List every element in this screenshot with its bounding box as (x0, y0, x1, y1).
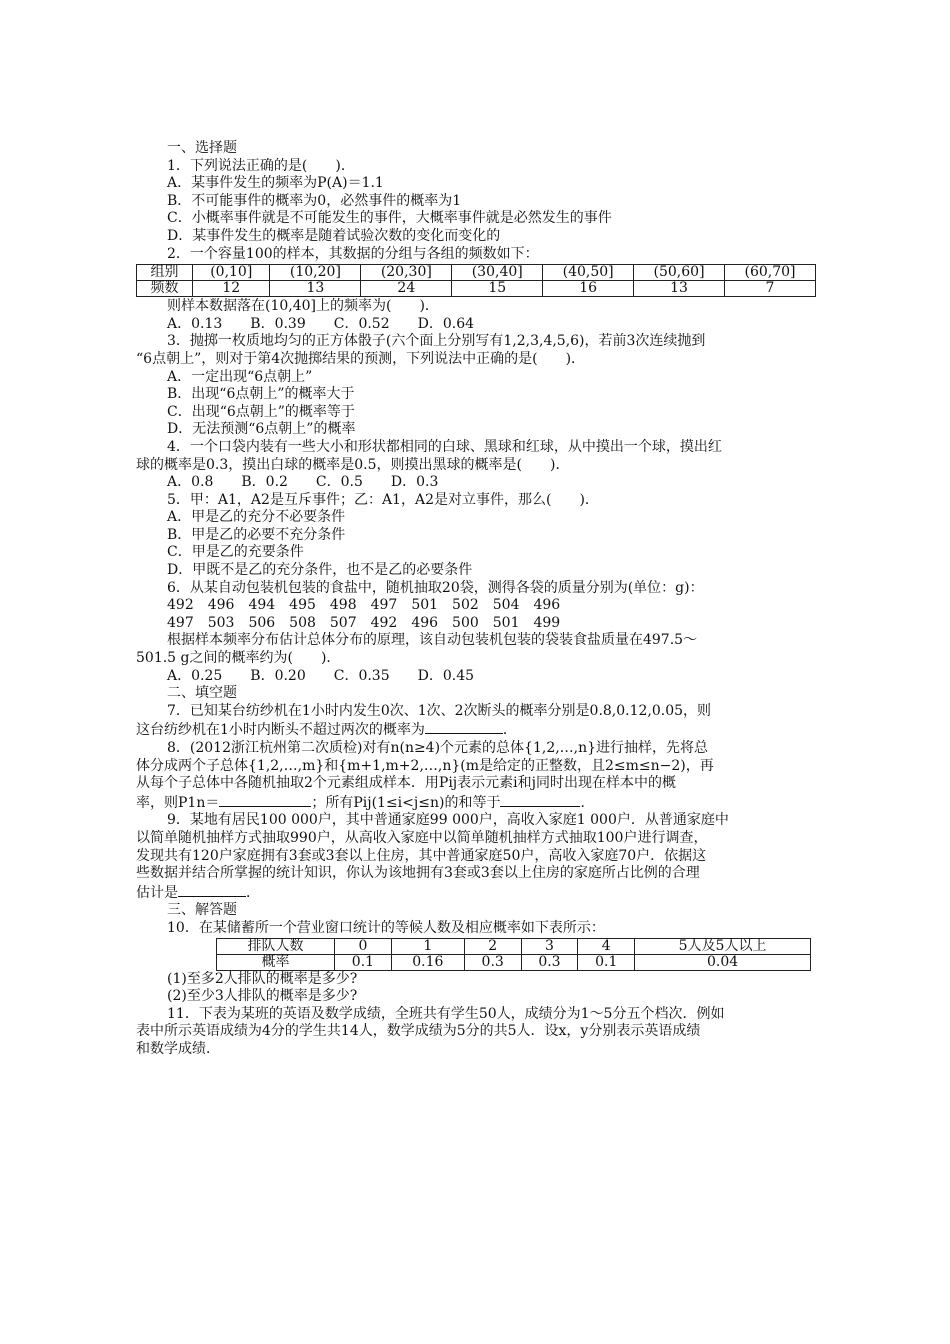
q11-line-2: 表中所示英语成绩为4分的学生共14人，数学成绩为5分的共5人．设x，y分别表示英语成绩 (136, 1023, 701, 1040)
q5-option-d: D．甲既不是乙的充分条件，也不是乙的必要条件 (167, 562, 473, 579)
table-cell: 排队人数 (217, 938, 335, 954)
q1-option-a: A．某事件发生的频率为P(A)＝1.1 (167, 175, 384, 192)
q4-options: A．0.8 B．0.2 C．0.5 D．0.3 (167, 474, 439, 491)
q11-line-3: 和数学成绩． (136, 1040, 220, 1057)
q5-option-a: A．甲是乙的充分不必要条件 (167, 509, 346, 526)
q8-line-3: 从每个子总体中各随机抽取2个元素组成样本．用Pij表示元素i和j同时出现在样本中的概 (136, 775, 676, 792)
table-cell: 12 (193, 281, 270, 297)
q5-stem: 5．甲：A1，A2是互斥事件；乙：A1，A2是对立事件，那么( )． (167, 491, 599, 508)
table-cell: (50,60] (634, 265, 725, 281)
table-cell: 5人及5人以上 (635, 938, 811, 954)
table-cell: 频数 (137, 281, 193, 297)
table-cell: (0,10] (193, 265, 270, 281)
q7-text: 这台纺纱机在1小时内断头不超过两次的概率为 (136, 722, 425, 739)
table-cell: 13 (270, 281, 361, 297)
table-cell: 24 (361, 281, 452, 297)
table-cell: 16 (543, 281, 634, 297)
q1-option-b: B．不可能事件的概率为0，必然事件的概率为1 (167, 192, 462, 209)
q3-option-c: C．出现“6点朝上”的概率等于 (167, 403, 355, 420)
q9-line-2: 以简单随机抽样方式抽取990户，从高收入家庭中以简单随机抽样方式抽取100户进行调查， (136, 829, 708, 846)
q9-line-1: 9．某地有居民100 000户，其中普通家庭99 000户，高收入家庭1 000户．从普通家庭中 (167, 812, 729, 829)
table-cell: 0.3 (521, 954, 578, 970)
q2-options: A．0.13 B．0.39 C．0.52 D．0.64 (167, 315, 475, 332)
q9-line-3: 发现共有120户家庭拥有3套或3套以上住房，其中普通家庭50户，高收入家庭70户．依据这 (136, 847, 707, 864)
table-cell: 概率 (217, 954, 335, 970)
table-row (217, 954, 811, 970)
q8-line-2: 体分成两个子总体{1,2,…,m}和{m+1,m+2,…,n}(m是给定的正整数，且2≤m≤n−2)，再 (136, 757, 714, 774)
q9-line-5 (136, 883, 816, 903)
q10-queue-table (216, 938, 811, 971)
q10-stem: 10．在某储蓄所一个营业窗口统计的等候人数及相应概率如下表所示： (167, 919, 605, 936)
q2-frequency-table (136, 264, 816, 297)
table-cell: (60,70] (725, 265, 816, 281)
table-cell: 组别 (137, 265, 193, 281)
q6-line-4: 501.5 g之间的概率约为( )． (136, 650, 341, 667)
q1-option-d: D．某事件发生的概率是随着试验次数的变化而变化的 (167, 227, 501, 244)
q10-subquestion-1: (1)至多2人排队的概率是多少? (167, 970, 358, 987)
q4-line-1: 4．一个口袋内装有一些大小和形状都相同的白球、黑球和红球，从中摸出一个球，摸出红 (167, 438, 722, 455)
table-row (217, 938, 811, 954)
q6-line-3: 根据样本频率分布估计总体分布的原理，该自动包装机包装的袋装食盐质量在497.5～ (167, 632, 698, 649)
q9-line-4: 些数据并结合所掌握的统计知识，你认为该地拥有3套或3套以上住房的家庭所占比例的合理 (136, 865, 700, 882)
q6-stem: 6．从某自动包装机包装的食盐中，随机抽取20袋，测得各袋的质量分别为(单位：g)： (167, 579, 704, 596)
q7-tail: ． (502, 722, 517, 739)
table-cell: 0 (335, 938, 392, 954)
q5-option-b: B．甲是乙的必要不充分条件 (167, 526, 346, 543)
answer-blank[interactable] (178, 883, 246, 897)
q3-line-1: 3．抛掷一枚质地均匀的正方体骰子(六个面上分别写有1,2,3,4,5,6)，若前3次连续抛到 (167, 333, 706, 350)
q6-data-row-1: 492 496 494 495 498 497 501 502 504 496 (167, 597, 561, 614)
worksheet (136, 140, 816, 1059)
table-cell: 13 (634, 281, 725, 297)
q8-line-4 (136, 793, 816, 813)
q9-tail: ． (246, 884, 260, 901)
q3-line-2: “6点朝上”，则对于第4次抛掷结果的预测，下列说法中正确的是( )． (136, 350, 586, 367)
table-cell: 3 (521, 938, 578, 954)
q4-line-2: 球的概率是0.3，摸出白球的概率是0.5，则摸出黑球的概率是( )． (136, 456, 570, 473)
q1-stem: 1．下列说法正确的是( )． (167, 157, 355, 174)
table-cell: 7 (725, 281, 816, 297)
table-cell: 1 (391, 938, 464, 954)
q1-option-c: C．小概率事件就是不可能发生的事件，大概率事件就是必然发生的事件 (167, 210, 612, 227)
table-cell: 0.1 (578, 954, 635, 970)
q3-option-a: A．一定出现“6点朝上” (167, 368, 313, 385)
q5-option-c: C．甲是乙的充要条件 (167, 544, 304, 561)
section-heading-fill: 二、填空题 (167, 685, 237, 702)
answer-blank[interactable] (425, 720, 503, 734)
q8-text-a: 率，则P1n＝ (136, 794, 220, 811)
table-cell: (40,50] (543, 265, 634, 281)
q8-tail: ． (580, 794, 595, 811)
table-cell: 2 (464, 938, 521, 954)
q8-text-b: ；所有Pij(1≤i<j≤n)的和等于 (311, 794, 501, 811)
q7-line-1: 7．已知某台纺纱机在1小时内发生0次、1次、2次断头的概率分别是0.8,0.12,0.05，则 (167, 702, 712, 719)
q9-text: 估计是 (136, 884, 178, 901)
q8-line-1: 8．(2012浙江杭州第二次质检)对有n(n≥4)个元素的总体{1,2,…,n}进行抽样，先将总 (167, 740, 709, 756)
table-cell: 0.1 (335, 954, 392, 970)
answer-blank[interactable] (500, 793, 580, 807)
table-cell: 0.04 (635, 954, 811, 970)
table-cell: (30,40] (452, 265, 543, 281)
q11-line-1: 11．下表为某班的英语及数学成绩，全班共有学生50人，成绩分为1～5分五个档次．例如 (167, 1005, 725, 1022)
table-cell: 0.3 (464, 954, 521, 970)
table-cell: 0.16 (391, 954, 464, 970)
table-cell: 15 (452, 281, 543, 297)
q3-option-b: B．出现“6点朝上”的概率大于 (167, 386, 355, 403)
table-row (137, 281, 816, 297)
table-cell: (10,20] (270, 265, 361, 281)
table-row (137, 265, 816, 281)
q2-stem: 2．一个容量100的样本，其数据的分组与各组的频数如下： (167, 245, 539, 262)
section-heading-solve: 三、解答题 (167, 902, 237, 919)
answer-blank[interactable] (219, 793, 311, 807)
q10-subquestion-2: (2)至少3人排队的概率是多少? (167, 988, 358, 1005)
q7-line-2 (136, 720, 816, 740)
q6-data-row-2: 497 503 506 508 507 492 496 500 501 499 (167, 614, 561, 631)
q6-options: A．0.25 B．0.20 C．0.35 D．0.45 (167, 667, 475, 684)
table-cell: 4 (578, 938, 635, 954)
section-heading-choice: 一、选择题 (167, 140, 237, 156)
table-cell: (20,30] (361, 265, 452, 281)
q2-question: 则样本数据落在(10,40]上的频率为( )． (167, 298, 439, 315)
q3-option-d: D．无法预测“6点朝上”的概率 (167, 421, 356, 438)
